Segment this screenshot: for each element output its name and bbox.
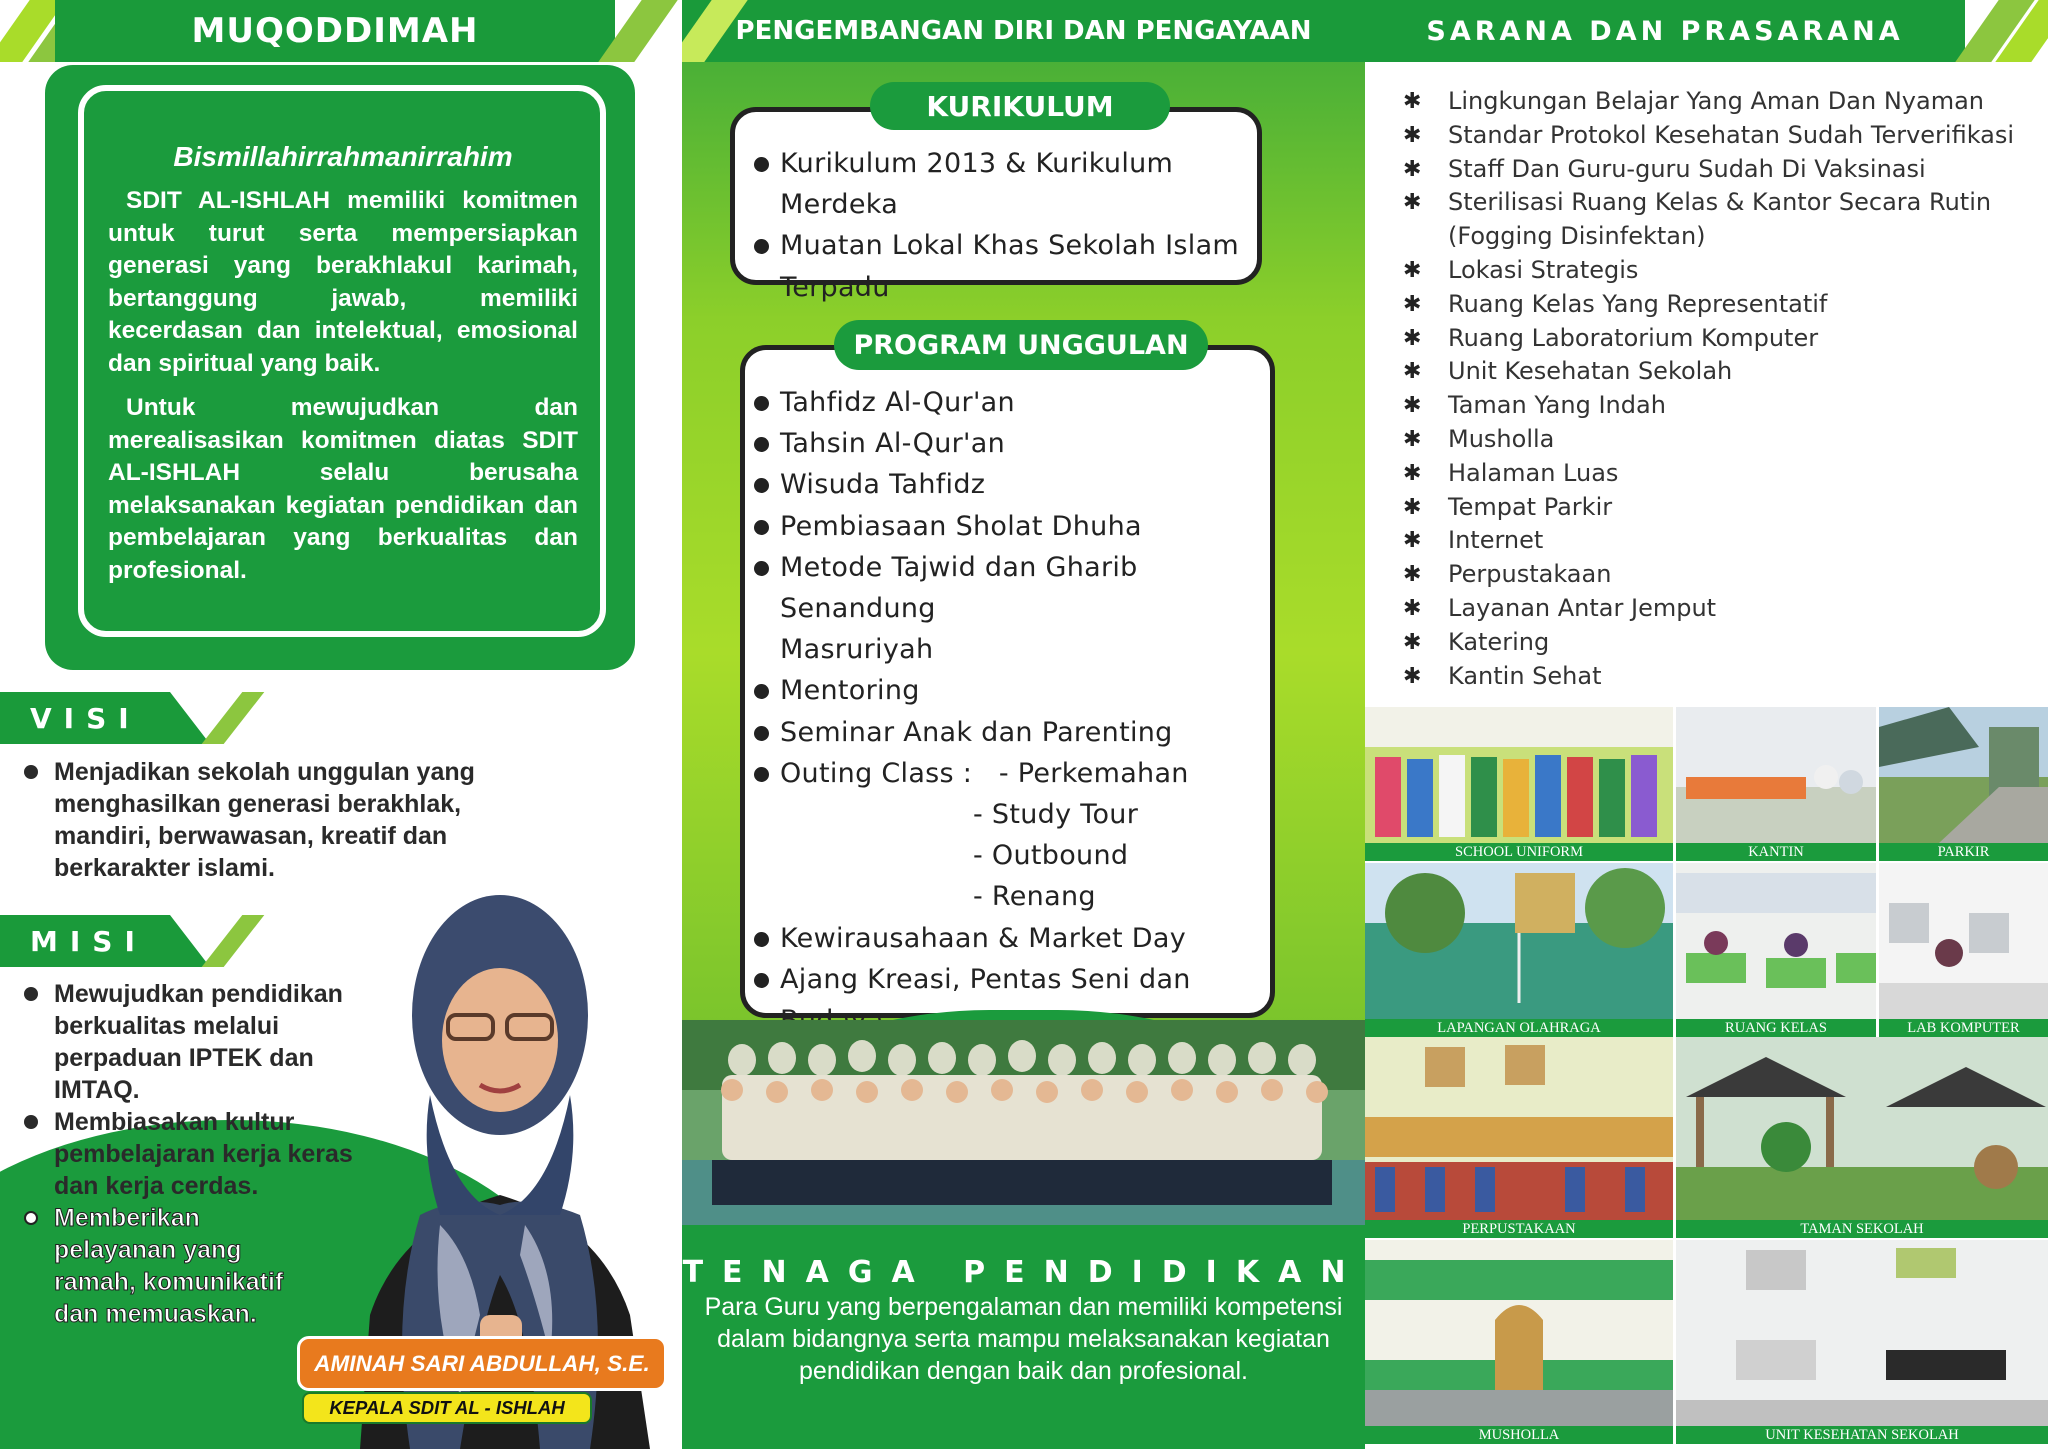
- list-item: Ajang Kreasi, Pentas Seni dan: [754, 959, 1299, 1041]
- list-item: - Renang: [973, 881, 1096, 913]
- taman-sekolah-photo: [1676, 1037, 2048, 1220]
- list-item: Tahsin Al-Qur'an: [754, 423, 1299, 464]
- middle-panel: [682, 0, 1365, 1449]
- list-item: ✱ Standar Protokol Kesehatan Sudah Terverifikasi: [1403, 119, 2014, 153]
- list-item: ✱ Ruang Kelas Yang Representatif: [1403, 288, 2014, 322]
- kurikulum-label: KURIKULUM: [870, 82, 1170, 130]
- asterisk-icon: ✱: [1403, 190, 1422, 216]
- bullet-icon: [754, 437, 769, 452]
- program-label: PROGRAM UNGGULAN: [834, 320, 1208, 370]
- list-item: Memberikan pelayanan yang ramah, komunikatif dan memuaskan.: [20, 1202, 320, 1330]
- perpustakaan-photo: [1365, 1037, 1673, 1220]
- list-item: Masruriyah: [780, 634, 934, 666]
- list-item: ✱ Taman Yang Indah: [1403, 389, 2014, 423]
- visi-label: VISI: [0, 692, 170, 744]
- list-item: ✱ Tempat Parkir: [1403, 491, 2014, 525]
- list-item: Kewirausahaan & Market Day: [754, 918, 1299, 959]
- asterisk-icon: ✱: [1403, 291, 1422, 317]
- list-item: Metode Tajwid dan Gharib Senandung: [754, 547, 1299, 629]
- bullet-icon: [24, 1211, 38, 1225]
- pengembangan-header: PENGEMBANGAN DIRI DAN PENGAYAAN: [682, 0, 1365, 62]
- muqoddimah-paragraph: SDIT AL-ISHLAH memiliki komitmen untuk turut serta mempersiapkan generasi yang berakhlakul karimah, bertanggung jawab, memiliki kecerdasan dan intelektual, emosional dan spiritual yang baik.: [108, 187, 578, 377]
- right-panel: [1365, 0, 2048, 1449]
- bullet-icon: [754, 726, 769, 741]
- principal-name: AMINAH SARI ABDULLAH, S.E.: [297, 1336, 667, 1391]
- list-item: Menjadikan sekolah unggulan yang menghasilkan generasi berakhlak, mandiri, berwawasan, kreatif dan berkarakter islami.: [20, 756, 540, 884]
- asterisk-icon: ✱: [1403, 629, 1422, 655]
- asterisk-icon: ✱: [1403, 325, 1422, 351]
- asterisk-icon: ✱: [1403, 663, 1422, 689]
- photo-caption: TAMAN SEKOLAH: [1676, 1220, 2048, 1238]
- muqoddimah-content: [78, 85, 606, 637]
- list-item: Muatan Lokal Khas Sekolah Islam: [754, 225, 1254, 266]
- bullet-icon: [754, 239, 769, 254]
- bullet-icon: [754, 520, 769, 535]
- bullet-icon: [754, 932, 769, 947]
- asterisk-icon: ✱: [1403, 359, 1422, 385]
- list-item: Seminar Anak dan Parenting: [754, 712, 1299, 753]
- muqoddimah-header: MUQODDIMAH: [55, 0, 615, 62]
- asterisk-icon: ✱: [1403, 426, 1422, 452]
- list-item: ✱ Lingkungan Belajar Yang Aman Dan Nyaman: [1403, 85, 2014, 119]
- lab-komputer-photo: [1879, 863, 2048, 1019]
- list-item: Pembiasaan Sholat Dhuha: [754, 506, 1299, 547]
- muqoddimah-paragraph: Untuk mewujudkan dan merealisasikan komitmen diatas SDIT AL-ISHLAH selalu berusaha melaksanakan kegiatan pendidikan dan pembelajaran yang berkualitas dan profesional.: [108, 394, 578, 584]
- misi-stripe: [202, 915, 265, 967]
- list-item: (Fogging Disinfektan): [1448, 222, 1706, 251]
- tenaga-text: Para Guru yang berpengalaman dan memiliki kompetensi dalam bidangnya serta mampu melaksanakan kegiatan pendidikan dengan baik dan profesional.: [704, 1293, 1343, 1385]
- list-item: Membiasakan kultur pembelajaran kerja keras dan kerja cerdas.: [20, 1106, 380, 1202]
- list-item: - Study Tour: [973, 799, 1139, 831]
- list-item: Mewujudkan pendidikan berkualitas melalui perpaduan IPTEK dan IMTAQ.: [20, 978, 380, 1106]
- photo-caption: KANTIN: [1676, 843, 1876, 861]
- photo-caption: LAPANGAN OLAHRAGA: [1365, 1019, 1673, 1037]
- list-item: ✱ Internet: [1403, 524, 2014, 558]
- asterisk-icon: ✱: [1403, 528, 1422, 554]
- photo-caption: RUANG KELAS: [1676, 1019, 1876, 1037]
- principal-role: KEPALA SDIT AL - ISHLAH: [302, 1392, 592, 1424]
- bullet-icon: [754, 157, 769, 172]
- parkir-photo: [1879, 707, 2048, 843]
- kantin-photo: [1676, 707, 1876, 843]
- list-item: ✱ Unit Kesehatan Sekolah: [1403, 355, 2014, 389]
- bullet-icon: [754, 478, 769, 493]
- visi-list: [20, 756, 540, 884]
- misi-label: MISI: [0, 915, 170, 967]
- asterisk-icon: ✱: [1403, 257, 1422, 283]
- uks-photo: [1676, 1240, 2048, 1426]
- misi-list: [20, 978, 380, 1330]
- ruang-kelas-photo: [1676, 863, 1876, 1019]
- tenaga-title: TENAGA PENDIDIKAN: [682, 1255, 1365, 1290]
- school-uniform-photo: [1365, 707, 1673, 843]
- facilities-list: [1403, 85, 2014, 693]
- list-item: Kurikulum 2013 & Kurikulum Merdeka: [754, 143, 1254, 225]
- muqoddimah-title: Bismillahirrahmanirrahim: [173, 141, 513, 172]
- bullet-icon: [24, 987, 38, 1001]
- photo-caption: SCHOOL UNIFORM: [1365, 843, 1673, 861]
- visi-stripe: [202, 692, 265, 744]
- list-item: ✱ Ruang Laboratorium Komputer: [1403, 322, 2014, 356]
- list-item: ✱ Musholla: [1403, 423, 2014, 457]
- asterisk-icon: ✱: [1403, 156, 1422, 182]
- list-item: ✱ Kantin Sehat: [1403, 660, 2014, 694]
- musholla-photo: [1365, 1240, 1673, 1426]
- kurikulum-list: [754, 143, 1254, 308]
- list-item: Terpadu: [780, 271, 890, 303]
- bullet-icon: [754, 561, 769, 576]
- list-item: ✱ Katering: [1403, 626, 2014, 660]
- asterisk-icon: ✱: [1403, 122, 1422, 148]
- photo-caption: PERPUSTAKAAN: [1365, 1220, 1673, 1238]
- list-item: ✱ Lokasi Strategis: [1403, 254, 2014, 288]
- bullet-icon: [754, 396, 769, 411]
- photo-caption: LAB KOMPUTER: [1879, 1019, 2048, 1037]
- bullet-icon: [24, 1115, 38, 1129]
- photo-caption: UNIT KESEHATAN SEKOLAH: [1676, 1426, 2048, 1444]
- list-item: ✱ Perpustakaan: [1403, 558, 2014, 592]
- program-list: [754, 382, 1299, 1082]
- list-item: ✱ Layanan Antar Jemput: [1403, 592, 2014, 626]
- bullet-icon: [754, 767, 769, 782]
- list-item: Wisuda Tahfidz: [754, 464, 1299, 505]
- asterisk-icon: ✱: [1403, 393, 1422, 419]
- lapangan-photo: [1365, 863, 1673, 1019]
- list-item: Outing Class : - Perkemahan: [754, 753, 1299, 794]
- bullet-icon: [754, 973, 769, 988]
- list-item: ✱ Sterilisasi Ruang Kelas & Kantor Secara Rutin: [1403, 186, 2014, 220]
- sarana-header: SARANA DAN PRASARANA: [1365, 0, 1965, 62]
- asterisk-icon: ✱: [1403, 595, 1422, 621]
- asterisk-icon: ✱: [1403, 460, 1422, 486]
- list-item: Mentoring: [754, 670, 1299, 711]
- bullet-icon: [24, 765, 38, 779]
- asterisk-icon: ✱: [1403, 562, 1422, 588]
- photo-caption: MUSHOLLA: [1365, 1426, 1673, 1444]
- list-item: - Outbound: [973, 840, 1129, 872]
- asterisk-icon: ✱: [1403, 89, 1422, 114]
- list-item: ✱ Halaman Luas: [1403, 457, 2014, 491]
- asterisk-icon: ✱: [1403, 494, 1422, 520]
- photo-caption: PARKIR: [1879, 843, 2048, 861]
- teachers-group-photo: [682, 1020, 1365, 1225]
- list-item: Tahfidz Al-Qur'an: [754, 382, 1299, 423]
- bullet-icon: [754, 684, 769, 699]
- left-panel: [0, 0, 682, 1449]
- list-item: ✱ Staff Dan Guru-guru Sudah Di Vaksinasi: [1403, 153, 2014, 187]
